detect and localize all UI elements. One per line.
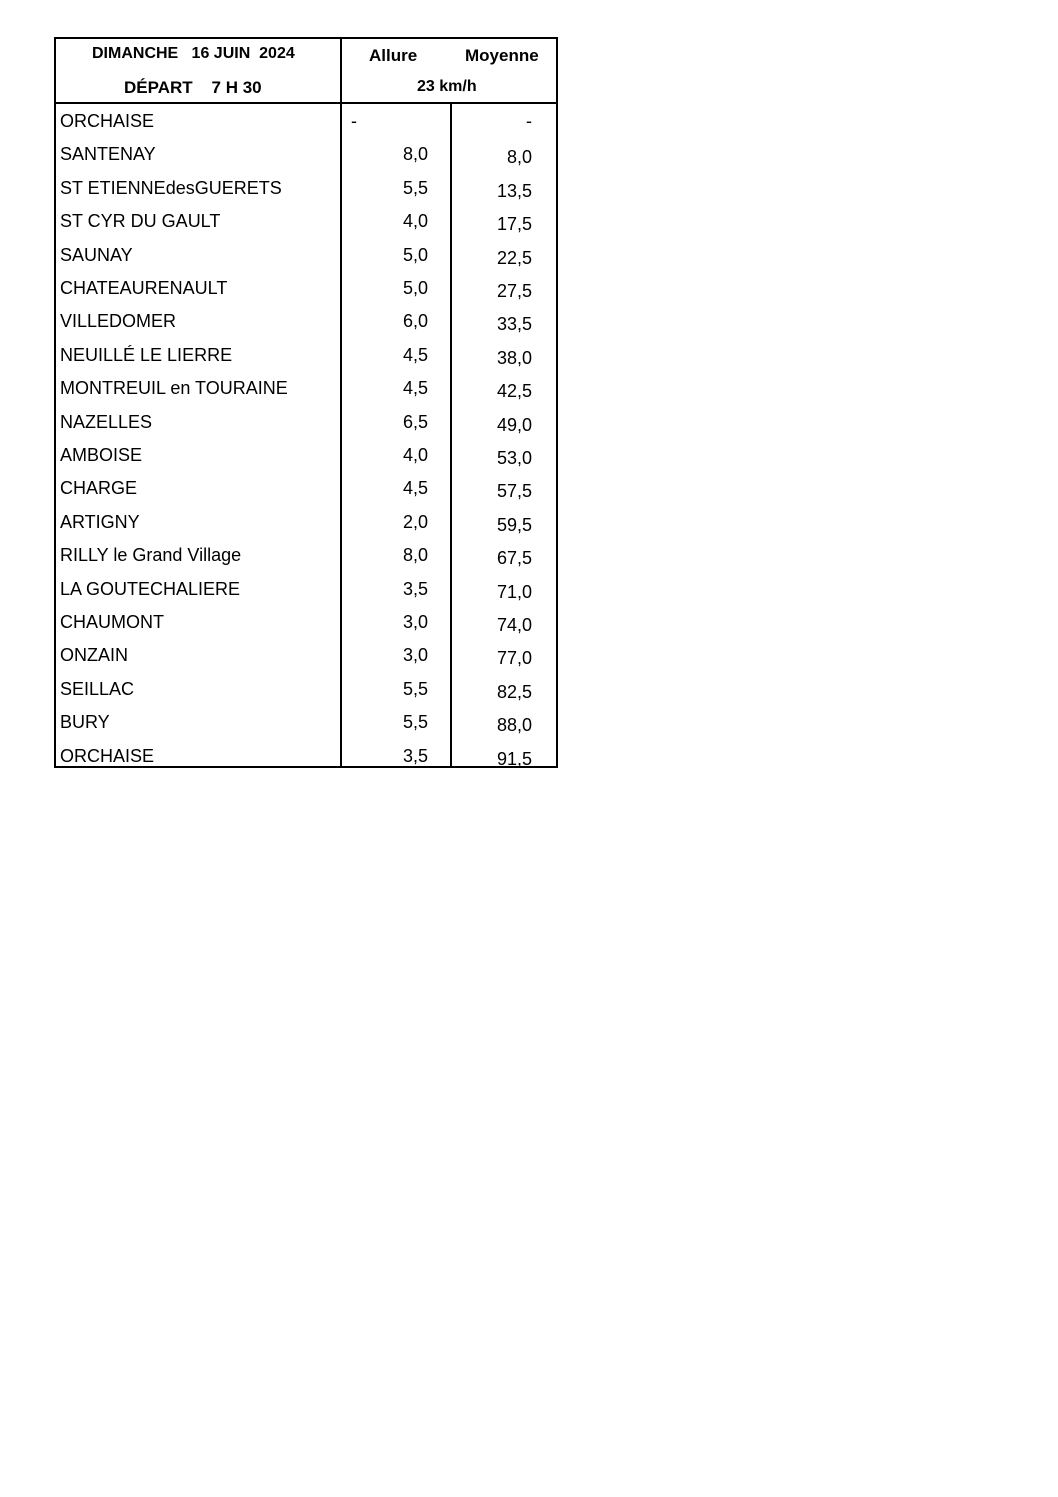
place-name: CHARGE <box>60 478 138 499</box>
table-row <box>56 272 556 305</box>
allure-value: 3,0 <box>402 645 428 666</box>
moyenne-value: 59,5 <box>496 514 532 535</box>
allure-value: 6,0 <box>402 311 428 332</box>
table-row <box>56 406 556 439</box>
moyenne-value: 38,0 <box>496 347 532 368</box>
moyenne-value: 27,5 <box>496 281 532 301</box>
place-name: SANTENAY <box>60 144 156 165</box>
table-row <box>56 606 556 639</box>
allure-value: 5,0 <box>402 278 428 298</box>
place-name: CHAUMONT <box>60 612 164 632</box>
allure-value: 3,0 <box>402 612 428 632</box>
date-label: DIMANCHE 16 JUIN 2024 <box>92 45 295 62</box>
speed-label: 23 km/h <box>417 78 477 95</box>
allure-value: 5,5 <box>402 177 428 198</box>
moyenne-value: 71,0 <box>496 581 532 602</box>
moyenne-value: 57,5 <box>496 481 532 502</box>
allure-value: 3,5 <box>402 578 428 599</box>
table-row <box>56 105 556 138</box>
place-name: SEILLAC <box>60 678 135 699</box>
depart-label: DÉPART 7 H 30 <box>124 78 262 97</box>
place-name: ST CYR DU GAULT <box>60 211 221 232</box>
place-name: NEUILLÉ LE LIERRE <box>60 344 233 365</box>
moyenne-value: 42,5 <box>496 381 532 402</box>
allure-column-header: Allure <box>369 46 418 65</box>
table-row <box>56 506 556 539</box>
table-row <box>56 138 556 171</box>
place-name: MONTREUIL en TOURAINE <box>60 378 288 399</box>
allure-value: 4,5 <box>402 378 428 399</box>
moyenne-value: 74,0 <box>496 615 532 635</box>
allure-value: - <box>351 111 357 131</box>
table-row <box>56 673 556 706</box>
table-row <box>56 573 556 606</box>
allure-value: 4,5 <box>402 478 428 499</box>
allure-value: 3,5 <box>402 745 428 766</box>
place-name: ORCHAISE <box>60 745 155 766</box>
moyenne-value: 8,0 <box>506 147 532 168</box>
moyenne-value: 22,5 <box>496 247 532 268</box>
place-name: ONZAIN <box>60 645 129 666</box>
allure-value: 4,5 <box>402 344 428 365</box>
table-row <box>56 706 556 739</box>
allure-value: 5,0 <box>402 244 428 265</box>
table-row <box>56 439 556 472</box>
place-name: BURY <box>60 712 110 733</box>
moyenne-value: 82,5 <box>496 681 532 702</box>
place-name: VILLEDOMER <box>60 311 177 332</box>
moyenne-value: 17,5 <box>496 214 532 235</box>
route-table <box>54 37 558 768</box>
table-row <box>56 172 556 205</box>
table-row <box>56 472 556 505</box>
moyenne-value: 13,5 <box>496 180 532 201</box>
allure-value: 2,0 <box>402 511 428 532</box>
allure-value: 8,0 <box>402 545 428 566</box>
moyenne-value: 88,0 <box>496 715 532 736</box>
allure-value: 5,5 <box>402 678 428 699</box>
table-row <box>56 305 556 338</box>
place-name: CHATEAURENAULT <box>60 278 228 298</box>
moyenne-value: 91,5 <box>496 748 532 769</box>
moyenne-value: 33,5 <box>496 314 532 335</box>
place-name: RILLY le Grand Village <box>60 545 242 566</box>
table-row <box>56 339 556 372</box>
place-name: AMBOISE <box>60 445 143 465</box>
table-row <box>56 539 556 572</box>
moyenne-value: 49,0 <box>496 414 532 435</box>
allure-value: 8,0 <box>402 144 428 165</box>
place-name: ORCHAISE <box>60 111 155 131</box>
table-row <box>56 372 556 405</box>
table-row <box>56 639 556 672</box>
moyenne-value: 77,0 <box>496 648 532 669</box>
allure-value: 5,5 <box>402 712 428 733</box>
moyenne-value: - <box>526 111 532 131</box>
allure-value: 4,0 <box>402 445 428 465</box>
place-name: NAZELLES <box>60 411 153 432</box>
place-name: ST ETIENNEdesGUERETS <box>60 177 282 198</box>
place-name: LA GOUTECHALIERE <box>60 578 241 599</box>
allure-value: 4,0 <box>402 211 428 232</box>
place-name: SAUNAY <box>60 244 133 265</box>
table-row <box>56 205 556 238</box>
table-row <box>56 239 556 272</box>
allure-value: 6,5 <box>402 411 428 432</box>
header-divider-horizontal <box>56 102 558 104</box>
table-row <box>56 740 556 773</box>
place-name: ARTIGNY <box>60 511 140 532</box>
moyenne-value: 53,0 <box>496 448 532 468</box>
moyenne-column-header: Moyenne <box>465 46 539 65</box>
moyenne-value: 67,5 <box>496 548 532 569</box>
